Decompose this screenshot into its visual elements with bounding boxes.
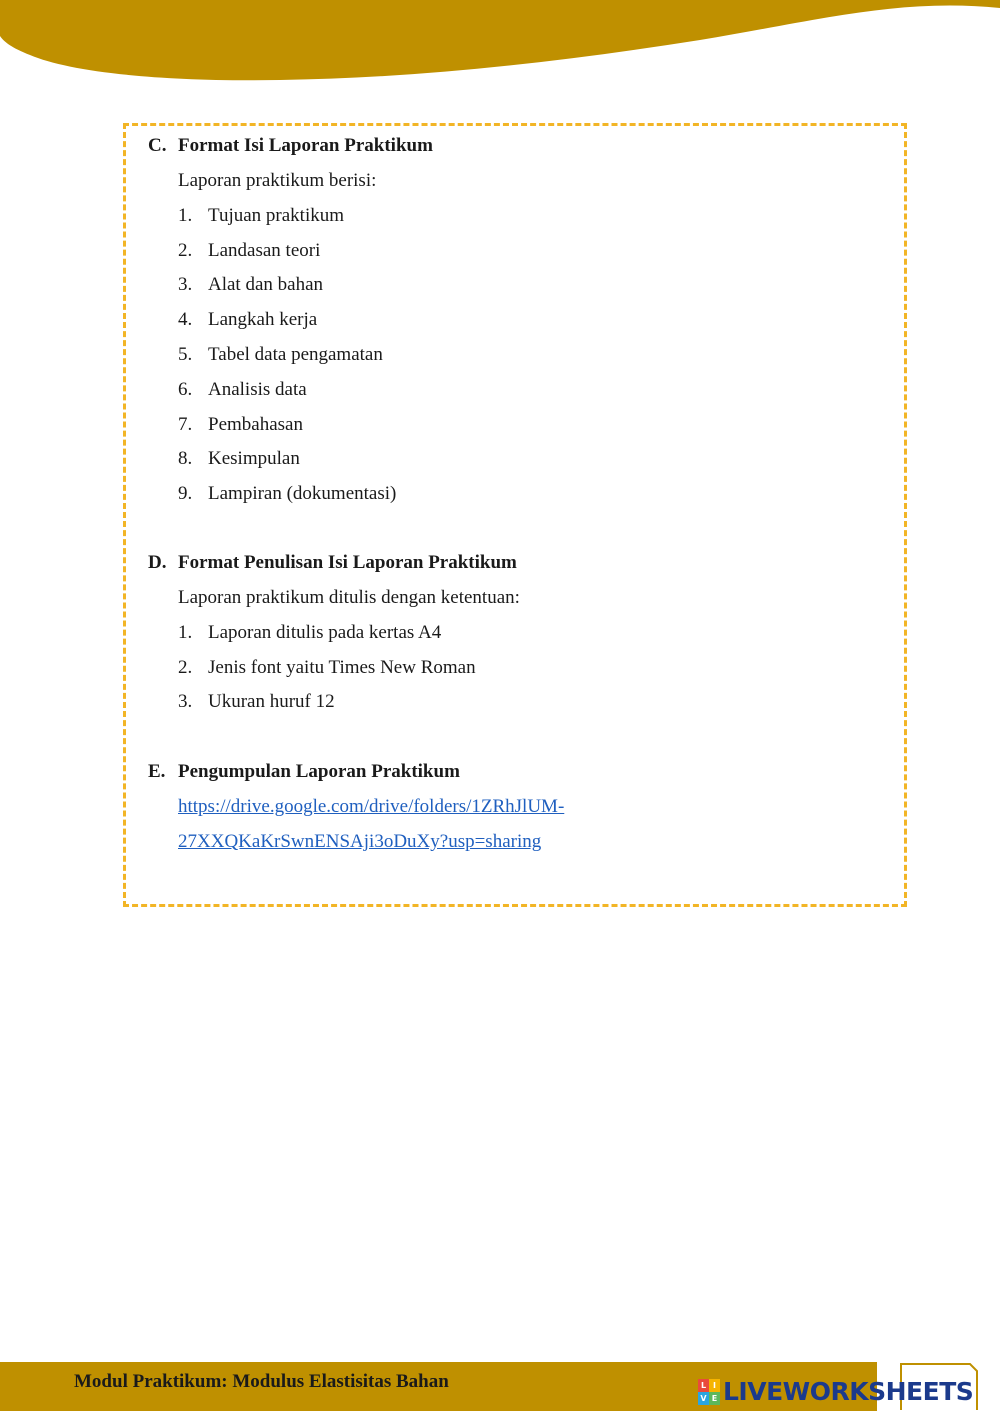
list-item-text: Alat dan bahan bbox=[208, 274, 324, 295]
list-item-number: 7. bbox=[178, 414, 193, 435]
footer-title: Modul Praktikum: Modulus Elastisitas Bahan bbox=[74, 1371, 449, 1392]
list-item-number: 6. bbox=[178, 379, 193, 400]
list-item-text: Jenis font yaitu Times New Roman bbox=[208, 657, 476, 678]
section-c-title-text: Format Isi Laporan Praktikum bbox=[178, 135, 433, 156]
list-item-text: Lampiran (dokumentasi) bbox=[208, 483, 397, 504]
list-item-text: Tabel data pengamatan bbox=[208, 344, 383, 365]
list-item-number: 9. bbox=[178, 483, 193, 504]
logo-icon-letter: V bbox=[698, 1392, 709, 1405]
section-e-letter: E. bbox=[148, 761, 166, 782]
list-item bbox=[178, 308, 317, 332]
section-d-title-text: Format Penulisan Isi Laporan Praktikum bbox=[178, 552, 517, 573]
list-item bbox=[178, 413, 303, 437]
list-item bbox=[178, 273, 323, 297]
list-item-number: 3. bbox=[178, 274, 193, 295]
logo-icon-letter: E bbox=[709, 1392, 720, 1405]
list-item bbox=[178, 447, 300, 471]
list-item-text: Kesimpulan bbox=[208, 448, 300, 469]
list-item-number: 1. bbox=[178, 622, 193, 643]
header-wave-banner bbox=[0, 0, 1000, 90]
liveworksheets-logo[interactable] bbox=[698, 1376, 973, 1408]
list-item-number: 3. bbox=[178, 691, 193, 712]
content-box bbox=[123, 123, 907, 907]
list-item bbox=[178, 204, 344, 228]
drive-link-line2[interactable]: 27XXQKaKrSwnENSAji3oDuXy?usp=sharing bbox=[178, 831, 542, 852]
section-d-letter: D. bbox=[148, 552, 167, 573]
list-item bbox=[178, 343, 383, 367]
list-item-text: Analisis data bbox=[208, 379, 307, 400]
liveworksheets-text: LIVEWORKSHEETS bbox=[723, 1377, 974, 1406]
section-e-title bbox=[148, 760, 460, 784]
list-item-text: Landasan teori bbox=[208, 240, 321, 261]
list-item-number: 4. bbox=[178, 309, 193, 330]
section-c-intro: Laporan praktikum berisi: bbox=[178, 170, 377, 191]
list-item-text: Laporan ditulis pada kertas A4 bbox=[208, 622, 442, 643]
list-item-text: Ukuran huruf 12 bbox=[208, 691, 335, 712]
list-item-number: 2. bbox=[178, 240, 193, 261]
list-item-number: 5. bbox=[178, 344, 193, 365]
section-c-letter: C. bbox=[148, 135, 167, 156]
list-item-number: 8. bbox=[178, 448, 193, 469]
list-item-text: Langkah kerja bbox=[208, 309, 318, 330]
logo-icon-letter: I bbox=[709, 1379, 720, 1392]
section-d-title bbox=[148, 551, 517, 575]
list-item bbox=[178, 656, 476, 680]
list-item bbox=[178, 482, 396, 506]
section-c-title bbox=[148, 134, 433, 158]
list-item-text: Pembahasan bbox=[208, 414, 303, 435]
list-item bbox=[178, 378, 307, 402]
liveworksheets-icon bbox=[698, 1379, 720, 1405]
list-item bbox=[178, 621, 441, 645]
logo-icon-letter: L bbox=[698, 1379, 709, 1392]
section-d-intro: Laporan praktikum ditulis dengan ketentuan: bbox=[178, 587, 520, 608]
list-item bbox=[178, 690, 335, 714]
list-item-number: 2. bbox=[178, 657, 193, 678]
list-item-number: 1. bbox=[178, 205, 193, 226]
drive-link-line1[interactable]: https://drive.google.com/drive/folders/1ZRhJlUM- bbox=[178, 796, 565, 817]
list-item bbox=[178, 239, 320, 263]
section-e-title-text: Pengumpulan Laporan Praktikum bbox=[178, 761, 460, 782]
list-item-text: Tujuan praktikum bbox=[208, 205, 344, 226]
